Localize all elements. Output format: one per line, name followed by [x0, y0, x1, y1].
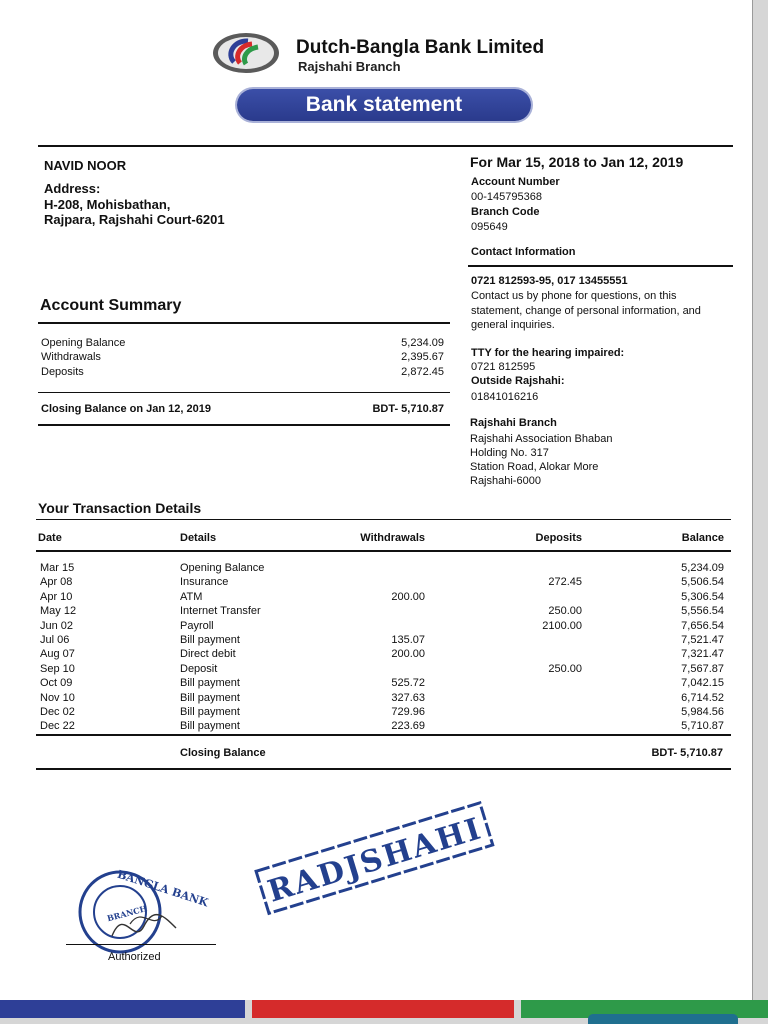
address-line-1: H-208, Mohisbathan, — [44, 197, 171, 212]
summary-thin-divider — [38, 392, 450, 393]
contact-heading: Contact Information — [471, 246, 576, 258]
contact-note-1: Contact us by phone for questions, on this — [471, 290, 677, 302]
footer-tab — [588, 1014, 738, 1024]
branch-code-label: Branch Code — [471, 206, 540, 218]
outside-label: Outside Rajshahi: — [471, 375, 565, 387]
tx-details: Bill payment — [180, 691, 240, 704]
summary-label-deposits: Deposits — [41, 366, 84, 378]
radjshahi-stamp — [250, 800, 500, 920]
tx-balance: 5,234.09 — [681, 562, 724, 574]
tx-date: Mar 15 — [40, 562, 75, 574]
tx-date: Aug 07 — [40, 648, 75, 661]
branch-contact-label: Rajshahi Branch — [470, 417, 557, 429]
closing-balance-value: BDT- 5,710.87 — [651, 747, 723, 759]
contact-phones: 0721 812593-95, 017 13455551 — [471, 275, 628, 287]
tx-withdrawal: 327.63 — [391, 691, 425, 704]
tx-date: Sep 10 — [40, 662, 75, 675]
tx-deposit — [490, 691, 582, 705]
tx-withdrawal — [330, 662, 425, 676]
tx-deposit — [490, 561, 582, 575]
tx-balance: 5,984.56 — [681, 706, 724, 718]
tx-deposit: 272.45 — [548, 576, 582, 589]
document-title: Bank statement — [237, 89, 531, 121]
statement-period: For Mar 15, 2018 to Jan 12, 2019 — [470, 154, 684, 170]
tx-balance: 7,521.47 — [681, 634, 724, 646]
tx-deposit — [490, 719, 582, 733]
tx-details: Direct debit — [180, 648, 236, 661]
tx-withdrawal: 729.96 — [391, 706, 425, 718]
tx-date: May 12 — [40, 605, 77, 618]
closing-divider — [36, 768, 731, 770]
col-header-details: Details — [180, 532, 217, 544]
tx-balance: 7,567.87 — [681, 662, 724, 675]
summary-divider — [38, 322, 450, 324]
branch-address-4: Rajshahi-6000 — [470, 475, 541, 487]
closing-balance-label: Closing Balance — [180, 747, 266, 759]
tty-label: TTY for the hearing impaired: — [471, 347, 625, 359]
tx-details: Bill payment — [180, 677, 240, 690]
branch-address-2: Holding No. 317 — [470, 447, 549, 459]
bank-logo-icon — [212, 32, 280, 74]
tx-withdrawal: 223.69 — [391, 720, 425, 733]
tx-deposit — [490, 633, 582, 647]
summary-value-deposits: 2,872.45 — [401, 366, 444, 378]
branch-address-1: Rajshahi Association Bhaban — [470, 433, 613, 445]
summary-heading: Account Summary — [40, 297, 182, 314]
summary-label-withdrawals: Withdrawals — [41, 351, 101, 363]
tx-deposit — [490, 705, 582, 719]
tx-withdrawal: 525.72 — [391, 677, 425, 690]
round-stamp-text: BANGLA BANK — [115, 867, 210, 910]
tx-details: Bill payment — [180, 720, 240, 733]
address-label: Address: — [44, 181, 101, 196]
tx-balance: 5,506.54 — [681, 576, 724, 589]
col-header-deposits: Deposits — [535, 532, 582, 544]
tx-deposit: 2100.00 — [542, 619, 582, 632]
tx-balance: 6,714.52 — [681, 691, 724, 704]
tx-date: Nov 10 — [40, 691, 75, 704]
tx-date: Jun 02 — [40, 619, 74, 632]
summary-closing-value: BDT- 5,710.87 — [372, 403, 444, 415]
summary-label-opening: Opening Balance — [41, 337, 126, 349]
tty-number: 0721 812595 — [471, 361, 536, 373]
summary-value-withdrawals: 2,395.67 — [401, 351, 444, 363]
col-header-withdrawals: Withdrawals — [360, 532, 425, 544]
tx-withdrawal: 200.00 — [391, 648, 425, 661]
authorized-label: Authorized — [108, 951, 161, 963]
tx-withdrawal — [330, 561, 425, 575]
branch-code: 095649 — [471, 221, 508, 233]
tx-details: Internet Transfer — [180, 605, 261, 618]
tx-deposit: 250.00 — [548, 662, 582, 675]
outside-number: 01841016216 — [471, 391, 539, 403]
tx-deposit — [490, 647, 582, 661]
tx-balance: 7,656.54 — [681, 619, 724, 632]
tx-date: Apr 10 — [40, 590, 73, 603]
contact-divider — [468, 265, 733, 267]
tx-balance: 5,556.54 — [681, 605, 724, 618]
tx-withdrawal — [330, 575, 425, 589]
address-line-2: Rajpara, Rajshahi Court-6201 — [44, 212, 225, 227]
branch-name: Rajshahi Branch — [298, 59, 401, 74]
signature-line — [66, 944, 216, 945]
contact-note-3: general inquiries. — [471, 319, 555, 331]
tx-details: ATM — [180, 590, 203, 603]
tx-withdrawal — [330, 604, 425, 618]
transactions-bottom-divider — [36, 734, 731, 736]
customer-name: NAVID NOOR — [44, 158, 127, 173]
tx-date: Oct 09 — [40, 677, 73, 690]
account-number-label: Account Number — [471, 176, 560, 188]
tx-deposit — [490, 590, 582, 604]
contact-note-2: statement, change of personal information, and — [471, 305, 701, 317]
footer-red-bar — [252, 1000, 514, 1018]
tx-details: Opening Balance — [180, 562, 265, 574]
bank-name: Dutch-Bangla Bank Limited — [296, 37, 545, 58]
tx-date: Dec 22 — [40, 720, 75, 733]
branch-address-3: Station Road, Alokar More — [470, 461, 599, 473]
tx-balance: 7,321.47 — [681, 648, 724, 661]
header-divider — [38, 145, 733, 147]
tx-date: Jul 06 — [40, 634, 70, 646]
transactions-heading: Your Transaction Details — [38, 500, 202, 516]
tx-details: Bill payment — [180, 634, 240, 646]
account-number: 00-145795368 — [471, 191, 542, 203]
footer-blue-bar — [0, 1000, 245, 1018]
tx-balance: 7,042.15 — [681, 677, 724, 690]
tx-balance: 5,710.87 — [681, 720, 724, 733]
tx-details: Insurance — [180, 576, 229, 589]
round-stamp-center: BRANCH — [105, 903, 149, 924]
header-row-divider — [36, 550, 731, 552]
tx-date: Dec 02 — [40, 706, 75, 718]
tx-deposit — [490, 676, 582, 690]
tx-withdrawal — [330, 619, 425, 633]
transactions-top-divider — [36, 519, 731, 520]
tx-balance: 5,306.54 — [681, 590, 724, 603]
tx-details: Payroll — [180, 619, 214, 632]
summary-closing-label: Closing Balance on Jan 12, 2019 — [41, 403, 211, 415]
col-header-balance: Balance — [681, 532, 724, 544]
tx-deposit: 250.00 — [548, 605, 582, 618]
tx-withdrawal: 135.07 — [391, 634, 425, 646]
summary-value-opening: 5,234.09 — [401, 337, 444, 349]
tx-details: Deposit — [180, 662, 218, 675]
tx-withdrawal: 200.00 — [391, 590, 425, 603]
tx-details: Bill payment — [180, 706, 240, 718]
summary-bottom-divider — [38, 424, 450, 426]
col-header-date: Date — [38, 532, 62, 544]
tx-date: Apr 08 — [40, 576, 73, 589]
rect-stamp-text: RADJSHAHI — [263, 811, 487, 910]
